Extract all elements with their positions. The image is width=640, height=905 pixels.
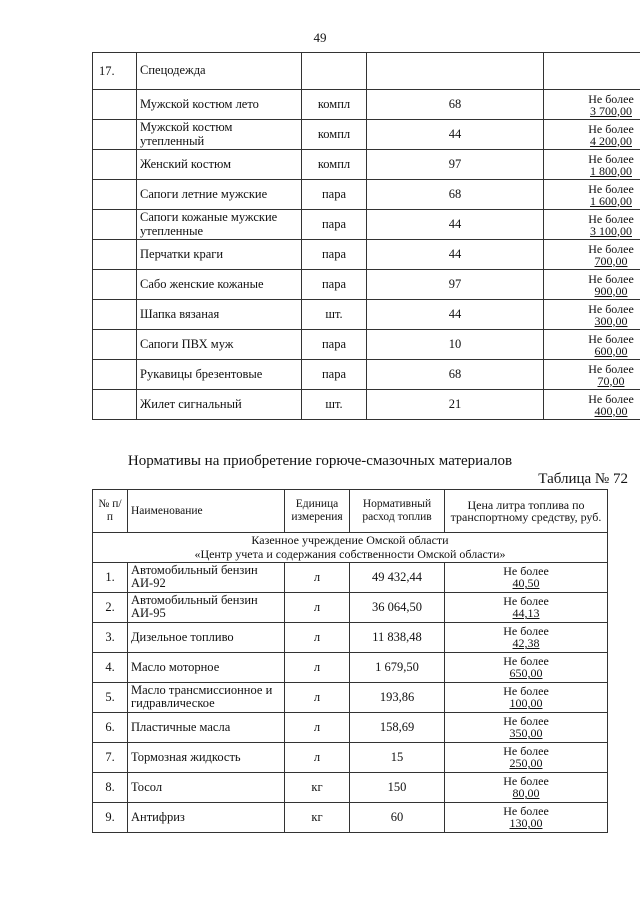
table-row <box>93 90 640 120</box>
price-value: 600,00 <box>594 343 628 358</box>
item-unit: пара <box>302 270 367 300</box>
item-price <box>544 210 640 240</box>
item-name: Сабо женские кожаные <box>137 270 302 300</box>
table-row <box>93 53 640 90</box>
item-quantity: 68 <box>367 180 544 210</box>
table-row <box>93 390 640 420</box>
item-unit: пара <box>302 180 367 210</box>
item-unit: шт. <box>302 390 367 420</box>
price-prefix: Не более <box>588 241 634 256</box>
row-number <box>93 210 137 240</box>
item-quantity: 11 838,48 <box>350 622 445 652</box>
row-number <box>93 90 137 120</box>
table-row <box>93 772 608 802</box>
price-value: 350,00 <box>509 726 543 741</box>
price-prefix: Не более <box>588 331 634 346</box>
item-name: Масло моторное <box>128 652 285 682</box>
price-prefix: Не более <box>588 391 634 406</box>
item-unit: компл <box>302 90 367 120</box>
price-value: 650,00 <box>509 666 543 681</box>
item-price <box>445 742 608 772</box>
price-prefix: Не более <box>503 744 549 759</box>
item-name: Антифриз <box>128 802 285 832</box>
table-row <box>93 360 640 390</box>
table-header-row <box>93 490 608 533</box>
row-number: 4. <box>93 652 128 682</box>
row-number: 7. <box>93 742 128 772</box>
row-number: 8. <box>93 772 128 802</box>
item-quantity: 97 <box>367 270 544 300</box>
price-value: 100,00 <box>509 696 543 711</box>
table-row <box>93 712 608 742</box>
row-number <box>93 150 137 180</box>
item-quantity: 97 <box>367 150 544 180</box>
table-row <box>93 622 608 652</box>
item-unit: л <box>285 682 350 712</box>
price-value: 80,00 <box>512 786 540 801</box>
item-unit: кг <box>285 772 350 802</box>
item-unit: кг <box>285 802 350 832</box>
row-number <box>93 120 137 150</box>
table-row <box>93 180 640 210</box>
table-row <box>93 742 608 772</box>
item-quantity: 44 <box>367 120 544 150</box>
section-heading: Нормативы на приобретение горюче-смазочных материалов <box>127 453 513 469</box>
row-number <box>93 360 137 390</box>
table-row <box>93 150 640 180</box>
item-name: Жилет сигнальный <box>137 390 302 420</box>
item-quantity: 150 <box>350 772 445 802</box>
price-value: 42,38 <box>512 636 540 651</box>
row-number <box>93 240 137 270</box>
item-quantity: 10 <box>367 330 544 360</box>
row-number: 9. <box>93 802 128 832</box>
item-quantity: 158,69 <box>350 712 445 742</box>
item-unit: л <box>285 622 350 652</box>
price-prefix: Не более <box>503 804 549 819</box>
item-quantity: 60 <box>350 802 445 832</box>
row-number: 17. <box>93 53 137 90</box>
table-row <box>93 300 640 330</box>
item-price <box>445 802 608 832</box>
item-quantity: 36 064,50 <box>350 592 445 622</box>
item-quantity: 193,86 <box>350 682 445 712</box>
row-number: 2. <box>93 592 128 622</box>
price-value: 300,00 <box>594 313 628 328</box>
price-prefix: Не более <box>588 151 634 166</box>
item-price <box>544 330 640 360</box>
item-name: Сапоги кожаные мужские утепленные <box>137 210 302 240</box>
item-quantity: 68 <box>367 90 544 120</box>
item-name: Женский костюм <box>137 150 302 180</box>
column-header-unit: Единица измерения <box>285 490 350 533</box>
row-number <box>93 390 137 420</box>
row-number: 1. <box>93 562 128 592</box>
price-value: 3 100,00 <box>590 223 632 238</box>
item-name: Автомобильный бензин АИ-95 <box>128 592 285 622</box>
item-name: Сапоги летние мужские <box>137 180 302 210</box>
row-number <box>93 330 137 360</box>
price-value: 44,13 <box>512 606 540 621</box>
item-price <box>544 150 640 180</box>
item-price <box>544 270 640 300</box>
item-price <box>544 300 640 330</box>
item-unit: л <box>285 592 350 622</box>
price-value: 3 700,00 <box>590 103 632 118</box>
item-name: Тосол <box>128 772 285 802</box>
item-name: Рукавицы брезентовые <box>137 360 302 390</box>
item-name: Шапка вязаная <box>137 300 302 330</box>
item-price <box>544 180 640 210</box>
item-price <box>544 90 640 120</box>
item-quantity: 44 <box>367 210 544 240</box>
price-prefix: Не более <box>588 271 634 286</box>
table-label: Таблица № 72 <box>538 471 628 487</box>
table-row <box>93 330 640 360</box>
price-prefix: Не более <box>503 624 549 639</box>
item-unit: шт. <box>302 300 367 330</box>
table-row <box>93 652 608 682</box>
item-quantity: 49 432,44 <box>350 562 445 592</box>
column-header-price: Цена литра топлива по транспортному средству, руб. <box>445 490 608 533</box>
item-unit: компл <box>302 150 367 180</box>
item-price <box>544 53 640 90</box>
item-quantity <box>367 53 544 90</box>
fuel-table <box>92 489 608 833</box>
item-name: Перчатки краги <box>137 240 302 270</box>
page-number: 49 <box>313 30 327 45</box>
price-prefix: Не более <box>588 181 634 196</box>
row-number <box>93 180 137 210</box>
item-unit: л <box>285 652 350 682</box>
item-price <box>544 390 640 420</box>
item-name: Спецодежда <box>137 53 302 90</box>
row-number: 6. <box>93 712 128 742</box>
item-unit: л <box>285 562 350 592</box>
price-value: 400,00 <box>594 403 628 418</box>
row-number <box>93 300 137 330</box>
table-row <box>93 120 640 150</box>
item-quantity: 1 679,50 <box>350 652 445 682</box>
item-price <box>544 240 640 270</box>
column-header-quantity: Нормативный расход топлив <box>350 490 445 533</box>
item-name: Мужской костюм лето <box>137 90 302 120</box>
item-name: Сапоги ПВХ муж <box>137 330 302 360</box>
item-unit: пара <box>302 210 367 240</box>
table-row <box>93 270 640 300</box>
item-unit: пара <box>302 240 367 270</box>
price-value: 250,00 <box>509 756 543 771</box>
price-prefix: Не более <box>588 211 634 226</box>
price-prefix: Не более <box>588 121 634 136</box>
item-quantity: 15 <box>350 742 445 772</box>
item-name: Тормозная жидкость <box>128 742 285 772</box>
price-value: 40,50 <box>512 576 540 591</box>
item-price <box>445 562 608 592</box>
price-prefix: Не более <box>503 654 549 669</box>
price-value: 1 800,00 <box>590 163 632 178</box>
organization-row <box>93 533 608 563</box>
price-value: 70,00 <box>597 373 625 388</box>
organization-line-2: «Центр учета и содержания собственности Омской области» <box>194 547 506 562</box>
item-price <box>544 360 640 390</box>
item-unit: пара <box>302 330 367 360</box>
price-prefix: Не более <box>503 594 549 609</box>
price-prefix: Не более <box>588 91 634 106</box>
item-price <box>544 120 640 150</box>
item-unit: компл <box>302 120 367 150</box>
item-name: Дизельное топливо <box>128 622 285 652</box>
item-price <box>445 622 608 652</box>
price-prefix: Не более <box>503 564 549 579</box>
item-unit <box>302 53 367 90</box>
price-value: 130,00 <box>509 816 543 831</box>
item-name: Масло трансмиссионное и гидравлическое <box>128 682 285 712</box>
price-prefix: Не более <box>588 301 634 316</box>
item-unit: л <box>285 742 350 772</box>
item-quantity: 21 <box>367 390 544 420</box>
organization-line-1: Казенное учреждение Омской области <box>251 533 449 547</box>
price-value: 1 600,00 <box>590 193 632 208</box>
table-row <box>93 682 608 712</box>
column-header-num: № п/п <box>93 490 128 533</box>
price-prefix: Не более <box>588 361 634 376</box>
price-prefix: Не более <box>503 714 549 729</box>
item-name: Мужской костюм утепленный <box>137 120 302 150</box>
row-number: 3. <box>93 622 128 652</box>
item-price <box>445 772 608 802</box>
table-row <box>93 210 640 240</box>
organization-cell <box>93 533 608 563</box>
workwear-table <box>92 52 640 420</box>
price-prefix: Не более <box>503 774 549 789</box>
price-value: 700,00 <box>594 253 628 268</box>
table-row <box>93 240 640 270</box>
item-price <box>445 712 608 742</box>
item-price <box>445 592 608 622</box>
price-value: 4 200,00 <box>590 133 632 148</box>
column-header-name: Наименование <box>128 490 285 533</box>
table-row <box>93 802 608 832</box>
item-price <box>445 682 608 712</box>
item-name: Пластичные масла <box>128 712 285 742</box>
table-row <box>93 592 608 622</box>
item-name: Автомобильный бензин АИ-92 <box>128 562 285 592</box>
item-quantity: 44 <box>367 240 544 270</box>
table-row <box>93 562 608 592</box>
row-number: 5. <box>93 682 128 712</box>
price-prefix: Не более <box>503 684 549 699</box>
item-unit: л <box>285 712 350 742</box>
price-value: 900,00 <box>594 283 628 298</box>
item-unit: пара <box>302 360 367 390</box>
item-quantity: 68 <box>367 360 544 390</box>
item-price <box>445 652 608 682</box>
item-quantity: 44 <box>367 300 544 330</box>
row-number <box>93 270 137 300</box>
